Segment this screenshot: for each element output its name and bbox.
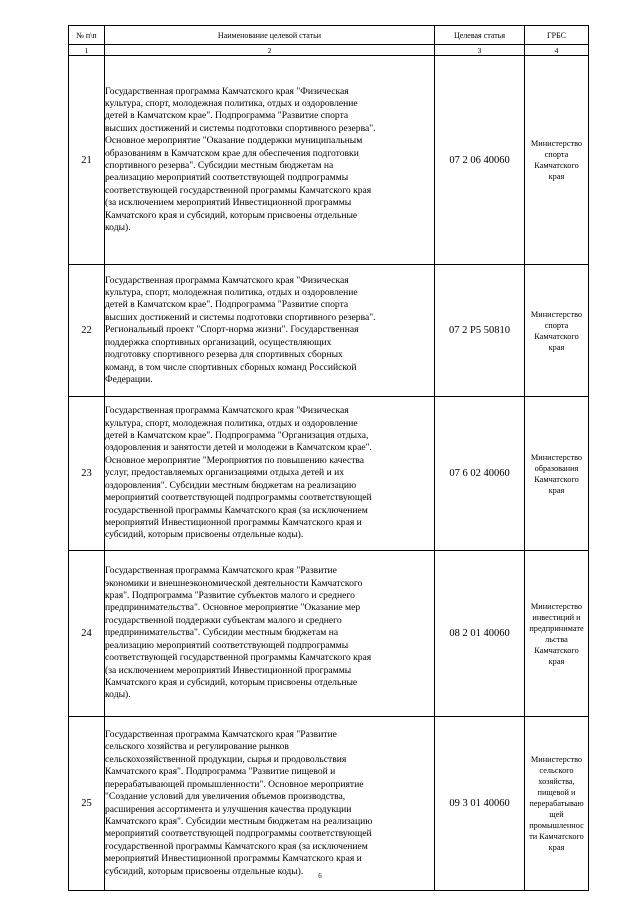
target-name-line: Основное мероприятие "Мероприятия по повышению качества	[105, 454, 365, 466]
target-name-line: края". Подпрограмма "Развитие субъектов малого и среднего	[105, 590, 355, 602]
target-name-line: мероприятий соответствующей подпрограммы соответствующей	[105, 492, 372, 504]
target-name-line: детей в Камчатском крае". Подпрограмма "Организация отдыха,	[105, 430, 369, 442]
grbs-line: края	[548, 656, 565, 666]
target-name-line: Камчатского края и субсидий, которым присвоены отдельные	[105, 676, 358, 688]
row-grbs	[525, 551, 589, 717]
grbs-line: Министерство	[530, 601, 583, 611]
target-name-line: Камчатского края". Субсидии местным бюджетам на реализацию	[105, 815, 373, 827]
grbs-line: спорта	[544, 150, 569, 159]
grbs-line: щей	[549, 810, 564, 819]
header-grbs: ГРБС	[525, 26, 589, 45]
table-row	[69, 56, 589, 265]
grbs-line: предпринимате	[529, 623, 584, 633]
target-name-line: команд, в том числе спортивных сборных команд Российской	[105, 361, 357, 373]
target-name-line: реализацию мероприятий соответствующей подпрограммы	[105, 172, 349, 184]
grbs-line: Министерство	[530, 139, 583, 148]
target-name-line: мероприятий Инвестиционной программы Камчатского края и	[105, 516, 362, 528]
target-name-line: образованиям в Камчатском крае для обеспечения подготовки	[105, 147, 359, 159]
row-target-name	[105, 551, 435, 717]
target-name-line: государственной поддержки субъектам малого и среднего	[105, 614, 342, 626]
target-name-line: культура, спорт, молодежная политика, отдых и оздоровление	[105, 417, 358, 429]
table-body	[69, 56, 589, 891]
target-name-line: Региональный проект "Спорт-норма жизни". Государственная	[105, 324, 359, 336]
row-target-code: 07 6 02 40060	[435, 397, 525, 551]
target-name-line: субсидий, которым присвоены отдельные коды).	[105, 529, 304, 541]
target-name-line: Государственная программа Камчатского края "Развитие	[105, 565, 337, 577]
row-grbs	[525, 265, 589, 397]
target-name-line: культура, спорт, молодежная политика, отдых и оздоровление	[105, 287, 358, 299]
target-name-line: Государственная программа Камчатского края "Физическая	[105, 405, 349, 417]
column-number: 1	[69, 45, 105, 56]
target-name-line: поддержка спортивных организаций, осуществляющих	[105, 336, 332, 348]
target-name-line: Камчатского края и субсидий, которым присвоены отдельные	[105, 209, 358, 221]
target-name-line: оздоровления". Субсидии местным бюджетам на реализацию	[105, 479, 357, 491]
target-name-line: Камчатского края". Подпрограмма "Развитие пищевой и	[105, 766, 336, 778]
grbs-line: сельского	[539, 766, 574, 775]
target-name-line: Основное мероприятие "Оказание поддержки муниципальным	[105, 135, 363, 147]
row-number: 24	[69, 551, 105, 717]
target-name-line: сельского хозяйства и регулирование рынков	[105, 741, 289, 753]
grbs-line: пищевой и	[537, 788, 576, 797]
target-name-line: оздоровления и занятости детей и молодежи в Камчатском крае".	[105, 442, 372, 454]
row-grbs	[525, 397, 589, 551]
grbs-line: Камчатского	[534, 331, 579, 341]
row-number: 25	[69, 717, 105, 891]
target-name-line: (за исключением мероприятий Инвестиционной программы	[105, 664, 352, 676]
target-name-line: мероприятий Инвестиционной программы Камчатского края и	[105, 853, 362, 865]
target-name-line: коды).	[105, 689, 131, 701]
target-name-line: детей в Камчатском крае". Подпрограмма "Развитие спорта	[105, 110, 349, 122]
target-name-line: предпринимательства". Основное мероприятие "Оказание мер	[105, 602, 361, 614]
budget-table	[68, 25, 589, 891]
row-number: 23	[69, 397, 105, 551]
target-name-line: Государственная программа Камчатского края "Физическая	[105, 85, 349, 97]
target-name-line: сельскохозяйственной продукции, сырья и продовольствия	[105, 753, 347, 765]
grbs-line: края	[548, 485, 565, 495]
target-name-line: подготовку спортивного резерва для спортивных сборных	[105, 349, 343, 361]
header-code: Целевая статья	[435, 26, 525, 45]
row-target-name	[105, 56, 435, 265]
target-name-line: мероприятий соответствующей подпрограммы соответствующей	[105, 828, 372, 840]
row-target-code: 08 2 01 40060	[435, 551, 525, 717]
target-name-line: соответствующей государственной программы Камчатского края	[105, 652, 372, 664]
grbs-line: образования	[534, 463, 579, 473]
grbs-line: льства	[545, 634, 568, 644]
grbs-line: края	[548, 172, 565, 181]
target-name-line: спортивного резерва". Субсидии местным бюджетам на	[105, 160, 334, 171]
row-grbs	[525, 717, 589, 891]
target-name-line: высших достижений и системы подготовки спортивного резерва".	[105, 122, 376, 134]
row-target-code: 09 3 01 40060	[435, 717, 525, 891]
grbs-line: Камчатского	[534, 161, 579, 170]
table-row	[69, 551, 589, 717]
grbs-line: края	[548, 342, 565, 352]
target-name-line: культура, спорт, молодежная политика, отдых и оздоровление	[105, 97, 358, 109]
row-target-name	[105, 717, 435, 891]
header-num: № п\п	[69, 26, 105, 45]
grbs-line: Камчатского	[534, 474, 579, 484]
column-number: 4	[525, 45, 589, 56]
row-number: 22	[69, 265, 105, 397]
grbs-line: Министерство	[530, 452, 583, 462]
target-name-line: государственной программы Камчатского края (за исключением	[105, 504, 368, 516]
target-name-line: государственной программы Камчатского края (за исключением	[105, 840, 368, 852]
row-grbs	[525, 56, 589, 265]
target-name-line: детей в Камчатском крае". Подпрограмма "Развитие спорта	[105, 299, 349, 311]
target-name-line: коды).	[105, 222, 131, 234]
header-row	[69, 26, 589, 45]
grbs-line: Министерство	[530, 755, 583, 764]
target-name-line: Государственная программа Камчатского края "Физическая	[105, 274, 349, 286]
target-name-line: субсидий, которым присвоены отдельные коды).	[105, 865, 304, 877]
target-name-line: расширения ассортимента и улучшения качества продукции	[105, 803, 352, 815]
grbs-line: инвестиций и	[532, 612, 581, 622]
grbs-line: Камчатского	[534, 645, 579, 655]
grbs-line: ти Камчатского	[529, 832, 584, 841]
table-row	[69, 717, 589, 891]
row-target-name	[105, 397, 435, 551]
grbs-line: спорта	[544, 320, 569, 330]
column-number: 3	[435, 45, 525, 56]
column-number: 2	[105, 45, 435, 56]
target-name-line: (за исключением мероприятий Инвестиционной программы	[105, 197, 352, 209]
target-name-line: Федерации.	[105, 373, 153, 385]
column-number-row	[69, 45, 589, 56]
target-name-line: "Создание условий для увеличения объемов производства,	[105, 791, 346, 803]
grbs-line: промышленнос	[529, 821, 584, 830]
table-row	[69, 397, 589, 551]
table-row	[69, 265, 589, 397]
grbs-line: хозяйства,	[538, 777, 575, 786]
page-number: 6	[318, 872, 322, 880]
row-number: 21	[69, 56, 105, 265]
target-name-line: услуг, предоставляемых организациями отдыха детей и их	[105, 467, 345, 479]
target-name-line: перерабатывающей промышленности". Основное мероприятие	[105, 778, 364, 790]
target-name-line: соответствующей государственной программы Камчатского края	[105, 184, 372, 196]
row-target-name	[105, 265, 435, 397]
target-name-line: Государственная программа Камчатского края "Развитие	[105, 729, 337, 741]
target-name-line: предпринимательства". Субсидии местным бюджетам на	[105, 627, 339, 639]
header-name: Наименование целевой статьи	[105, 26, 435, 45]
grbs-line: Министерство	[530, 309, 583, 319]
grbs-line: края	[548, 843, 565, 852]
target-name-line: экономики и внешнеэкономической деятельности Камчатского	[105, 577, 363, 589]
target-name-line: высших достижений и системы подготовки спортивного резерва".	[105, 311, 376, 323]
row-target-code: 07 2 P5 50810	[435, 265, 525, 397]
target-name-line: реализацию мероприятий соответствующей подпрограммы	[105, 639, 349, 651]
grbs-line: перерабатываю	[529, 799, 584, 808]
row-target-code: 07 2 06 40060	[435, 56, 525, 265]
